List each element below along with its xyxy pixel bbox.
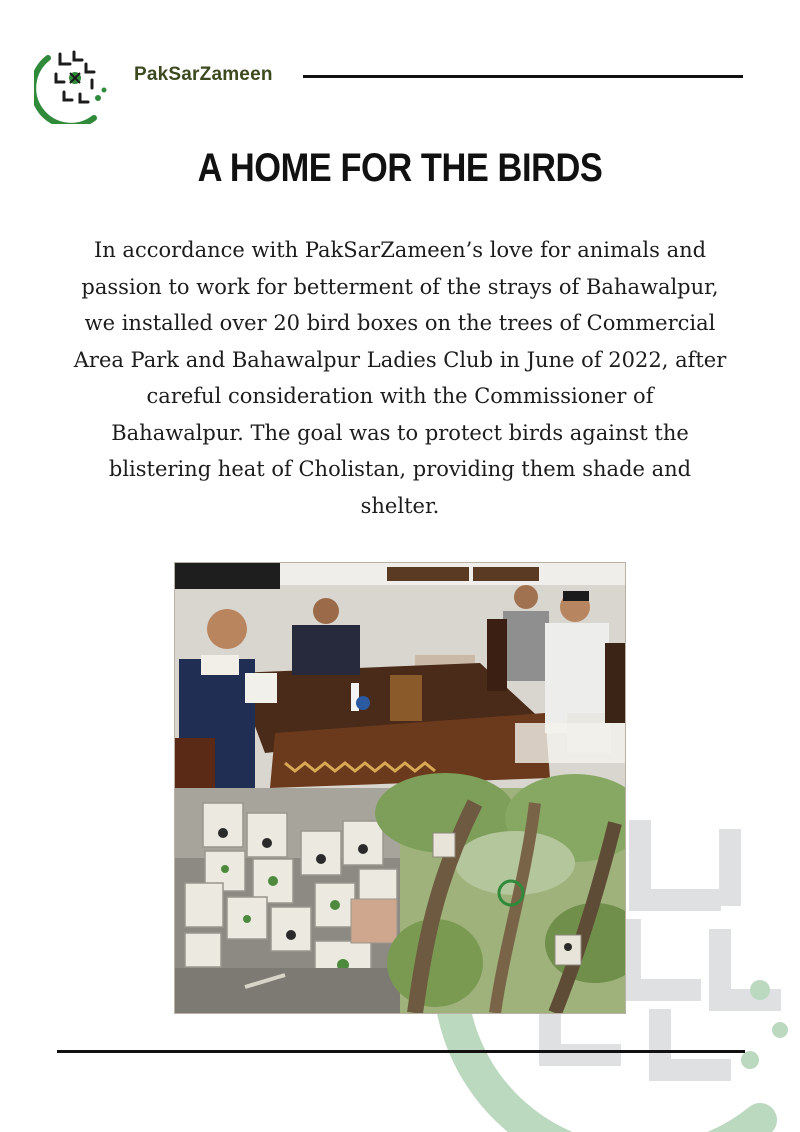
body-line: passion to work for betterment of the strays of Bahawalpur, <box>81 274 719 299</box>
body-line: Bahawalpur. The goal was to protect birds against the <box>111 420 689 445</box>
footer-divider <box>57 1050 745 1053</box>
photo-collage <box>174 562 626 1014</box>
body-paragraph <box>60 232 740 524</box>
body-line: careful consideration with the Commissioner of <box>146 384 654 408</box>
meeting-photo <box>175 563 625 788</box>
body-line: In accordance with PakSarZameen’s love for animals and <box>93 238 707 262</box>
tree-bird-box-photo <box>375 773 625 1013</box>
header-divider <box>303 75 743 78</box>
body-line: we installed over 20 bird boxes on the trees of Commercial <box>84 311 716 335</box>
paksarzameen-logo-icon <box>34 40 118 124</box>
body-line: Area Park and Bahawalpur Ladies Club in June of 2022, after <box>73 347 727 372</box>
body-line: shelter. <box>360 493 440 518</box>
page-title: A HOME FOR THE BIRDS <box>197 146 603 190</box>
brand-name: PakSarZameen <box>134 64 273 85</box>
body-line: blistering heat of Cholistan, providing them shade and <box>108 457 692 481</box>
bird-boxes-photo <box>175 788 400 1013</box>
